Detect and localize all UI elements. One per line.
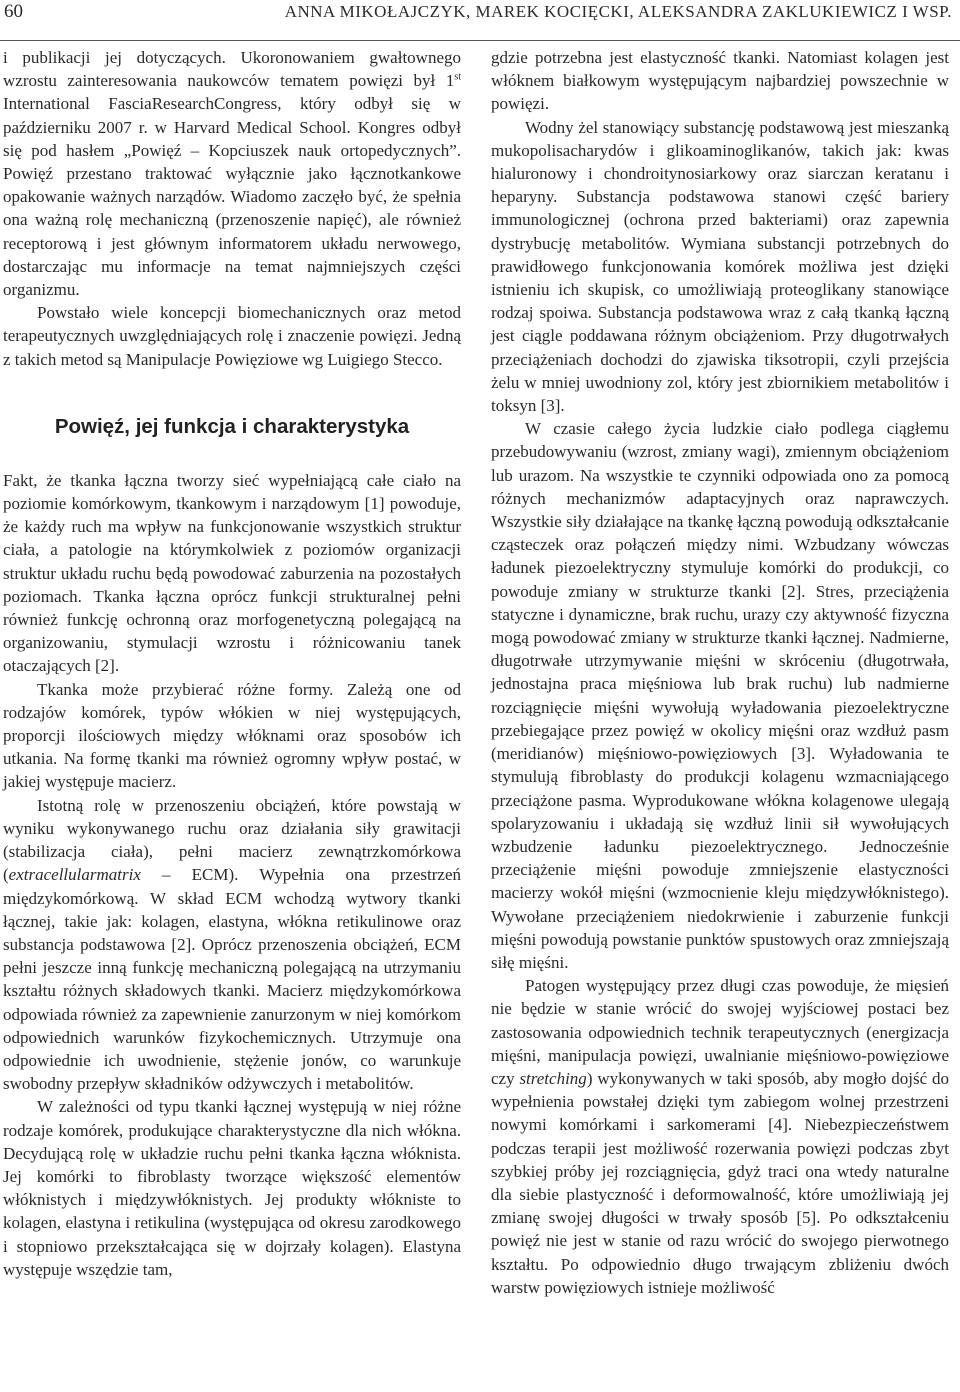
paragraph: Fakt, że tkanka łączna tworzy sieć wypełniającą całe ciało na poziomie komórkowym, tkankowym i narządowym [1] powoduje, że każdy ruch ma wpływ na funkcjonowanie wszystkich struktur ciała, a patologie na którymkolwiek z poziomów organizacji struktur układu ruchu będą powodować zaburzenia na pozostałych poziomach. Tkanka łączna oprócz funkcji strukturalnej pełni również funkcję ochronną oraz morfogenetyczną polegającą na organizowaniu, stymulacji wzrostu i różnicowaniu tanek otaczających [2]. [3, 470, 461, 676]
paragraph-text: Patogen występujący przez długi czas powoduje, że mięsień nie będzie w stanie wrócić do swojej wyjściowej postaci bez zastosowania odpowiednich technik terapeutycznych (energizacja mięśni, manipulacja powięzi, uwalnianie mięśniowo-powięziowe czy [491, 976, 949, 1088]
paragraph [491, 974, 949, 1299]
running-head: ANNA MIKOŁAJCZYK, MAREK KOCIĘCKI, ALEKSANDRA ZAKLUKIEWICZ I WSP. [284, 2, 952, 21]
left-column [3, 46, 461, 1281]
superscript: st [454, 71, 461, 83]
paragraph: gdzie potrzebna jest elastyczność tkanki. Natomiast kolagen jest włóknem białkowym występującym najbardziej powszechnie w powięzi. [491, 48, 949, 114]
page-header [0, 0, 960, 41]
section-heading: Powięź, jej funkcja i charakterystyka [54, 414, 410, 438]
italic-term: extracellularmatrix [8, 865, 141, 885]
paragraph: Tkanka może przybierać różne formy. Zależą one od rodzajów komórek, typów włókien w niej występujących, proporcji ilościowych między włóknami oraz sposobów ich utkania. Na formę tkanki ma również ogromny wpływ postać, w jakiej występuje macierz. [3, 679, 461, 792]
paragraph: W czasie całego życia ludzkie ciało podlega ciągłemu przebudowywaniu (wzrost, zmiany wagi), zmiennym obciążeniom lub urazom. Na wszystkie te czynniki odpowiada ono za pomocą różnych mechanizmów adaptacyjnych oraz naprawczych. Wszystkie siły działające na tkankę łączną powodują odkształcanie cząsteczek oraz połączeń między nimi. Wzbudzany wówczas ładunek piezoelektryczny stymuluje komórki do produkcji, co powoduje zmiany w strukturze tkanki [2]. Stres, przeciążenia statyczne i dynamiczne, brak ruchu, urazy czy aktywność fizyczna mogą powodować zmiany w strukturze tkanki łącznej. Nadmierne, długotrwałe utrzymywanie mięśni w skróceniu (długotrwała, jednostajna praca mięśniowa lub brak ruchu) lub nadmierne rozciągnięcie mięśni wywołują wyładowania piezoelektryczne przebiegające przez powięź w okolicy mięśni oraz wzdłuż pasm (meridianów) mięśniowo-powięziowych [3]. Wyładowania te stymulują fibroblasty do produkcji kolagenu wzmacniającego przeciążone pasma. Wyprodukowane włókna kolagenowe ulegają spolaryzowaniu i układają się wzdłuż linii sił wywołujących wzbudzenie ładunku piezoelektrycznego. Jednocześnie przeciążenie mięśni powoduje zmniejszenie elastyczności macierzy wokół mięśni (wzmocnienie kleju międzywłóknistego). Wywołane przeciążeniem niedokrwienie i zaburzenie funkcji mięśni powodują powstanie punktów spustowych oraz zmniejszają siłę mięśni. [491, 419, 949, 972]
paragraph-text: Istotną rolę w przenoszeniu obciążeń, które powstają w wyniku wykonywanego ruchu oraz działania siły grawitacji (stabilizacja ciała), pełni macierz zewnątrzkomórkowa ( [3, 795, 461, 885]
paragraph-text: International FasciaResearchCongress, który odbył się w październiku 2007 r. w Harvard Medical School. Kongres odbył się pod hasłem „Powięź – Kopciuszek nauk ortopedycznych”. Powięź przestano traktować wyłącznie jako łącznotkankowe opakowanie ważnych narządów. Wiadomo zaczęło być, że spełnia ona ważną rolę mechaniczną (przenoszenie napięć), ale również receptorową i jest głównym informatorem układu nerwowego, dostarczając mu informacje na temat najmniejszych części organizmu. [3, 94, 461, 300]
paragraph [3, 794, 461, 1096]
paragraph: Wodny żel stanowiący substancję podstawową jest mieszanką mukopolisacharydów i glikoaminoglikanów, takich jak: kwas hialuronowy i chondroitynosiarkowy oraz siarczan keratanu i heparyny. Substancja podstawowa stanowi część bariery immunologicznej (ochrona przed bakteriami) oraz zapewnia dystrybucję metabolitów. Wymiana substancji potrzebnych do prawidłowego funkcjonowania komórek możliwa jest dzięki istnieniu ich skupisk, co umożliwiają proteoglikany stanowiące rodzaj spoiwa. Substancja podstawowa wraz z całą tkanką łączną jest ciągle poddawana różnym obciążeniom. Przy długotrwałych przeciążeniach dochodzi do zjawiska tiksotropii, czyli przejścia żelu w mniej uwodniony zol, który jest zbiornikiem metabolitów i toksyn [3]. [491, 117, 949, 416]
paragraph-text: – ECM). Wypełnia ona przestrzeń międzykomórkową. W skład ECM wchodzą wytwory tkanki łącznej, takie jak: kolagen, elastyna, włókna retikulinowe oraz substancja podstawowa [2]. Oprócz przenoszenia obciążeń, ECM pełni jeszcze inną funkcję mechaniczną polegającą na utrzymaniu kształtu różnych składowych tkanki. Macierz międzykomórkowa odpowiada również za zapewnienie zanurzonym w niej komórkom odpowiednich warunków fizykochemicznych. Utrzymuje ona odpowiednie ich uwodnienie, stężenie jonów, co warunkuje swobodny przepływ składników odżywczych i metabolitów. [3, 865, 461, 1094]
paragraph: W zależności od typu tkanki łącznej występują w niej różne rodzaje komórek, produkujące charakterystyczne dla nich włókna. Decydującą rolę w układzie ruchu pełni tkanka łączna włóknista. Jej komórki to fibroblasty tworzące większość elementów włóknistych i międzywłóknistych. Jej produkty włókniste to kolagen, elastyna i retikulina (występująca od okresu zarodkowego i stopniowo przekształcająca się w dojrzały kolagen). Elastyna występuje wszędzie tam, [3, 1097, 461, 1279]
paragraph [3, 46, 461, 301]
paragraph-text: ) wykonywanych w taki sposób, aby mogło dojść do wypełnienia powstałej dzięki tym zabiegom wolnej przestrzeni nowymi komórkami i sarkomerami [4]. Niebezpieczeństwem podczas terapii jest możliwość rozerwania powięzi podczas zbyt szybkiej próby jej rozciągnięcia, gdyż traci ona wtedy naturalne dla siebie plastyczność i deformowalność, które umożliwiają jej zmianę swojej długości w trwały sposób [5]. Po odkształceniu powięź nie jest w stanie od razu wrócić do swojego pierwotnego kształtu. Po odpowiednio długo trwającym zbliżeniu dwóch warstw powięziowych istnieje możliwość [491, 1068, 949, 1297]
paragraph: Powstało wiele koncepcji biomechanicznych oraz metod terapeutycznych uwzględniających rolę i znaczenie powięzi. Jedną z takich metod są Manipulacje Powięziowe wg Luigiego Stecco. [3, 303, 461, 369]
right-column [491, 46, 949, 1299]
page-number: 60 [4, 1, 23, 22]
paragraph-text: i publikacji jej dotyczących. Ukoronowaniem gwałtownego wzrostu zainteresowania naukowców tematem powięzi był 1 [3, 48, 461, 91]
italic-term: stretching [519, 1068, 587, 1088]
